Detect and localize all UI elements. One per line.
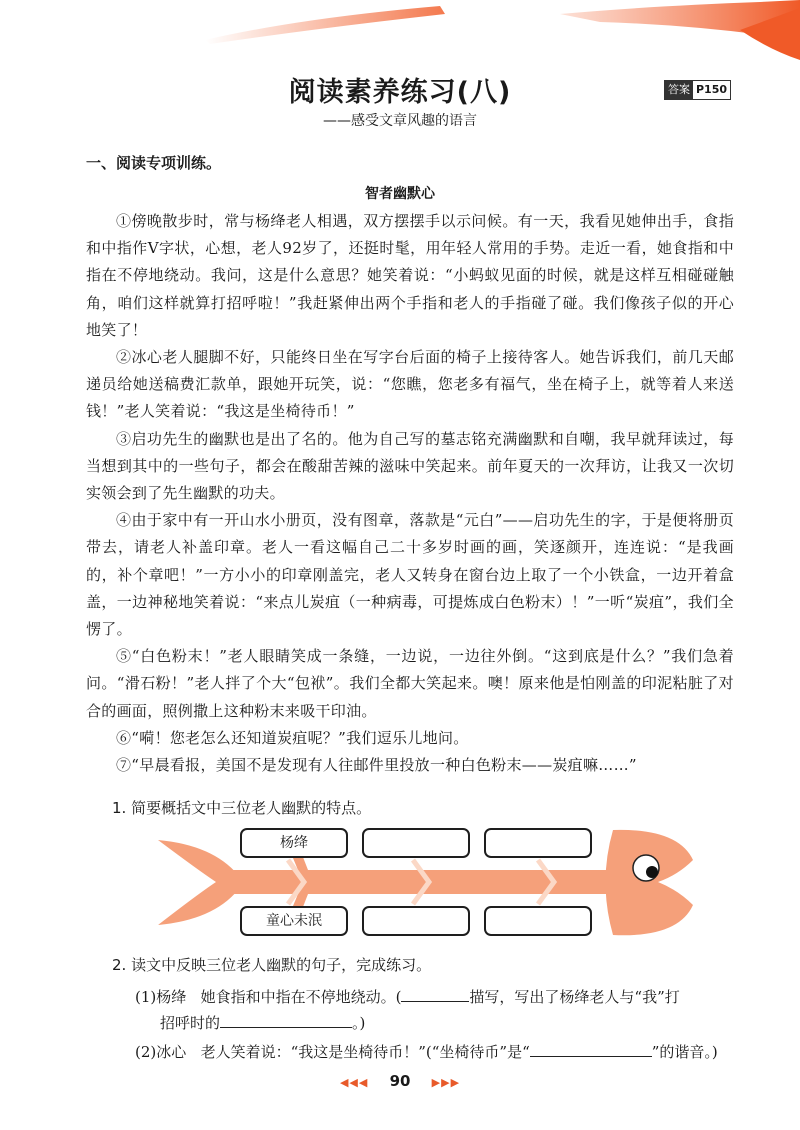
part-2-sentence: 老人笑着说：“我这是坐椅待币！”(“坐椅待币”是“ [200,1043,530,1061]
paragraph-6: ⑥“嗬！您老怎么还知道炭疽呢？”我们逗乐儿地问。 [116,728,469,747]
part-2-blank[interactable] [530,1038,652,1057]
part-1-line2-start: 招呼时的 [160,1014,221,1032]
paragraph-5: ⑤“白色粉末！”老人眼睛笑成一条缝，一边说，一边往外倒。“这到底是什么？”我们急着问。“滑石粉！”老人拌了个大“包袱”。我们全都大笑起来。噢！原来他是怕刚盖的印泥粘脏了对合的画面，照例撒上这种粉末来吸干印油。 [86,647,734,720]
left-arrows-icon: ◀◀◀ [339,1076,369,1089]
paragraph-7: ⑦“早晨看报，美国不是发现有人往邮件里投放一种白色粉末——炭疽嘛……” [116,756,637,775]
page-number: 90 [389,1072,411,1090]
right-arrows-icon: ▶▶▶ [431,1076,461,1089]
question-2-part-2 [135,1038,755,1065]
page-subtitle: ——感受文章风趣的语言 [323,113,477,129]
paragraph-1: ①傍晚散步时，常与杨绛老人相遇，双方摆摆手以示问候。有一天，我看见她伸出手，食指和中指作V字状，心想，老人92岁了，还挺时髦，用年轻人常用的手势。走近一看，她食指和中指在不停地绕动。我问，这是什么意思？她笑着说：“小蚂蚁见面的时候，就是这样互相碰碰触角，咱们这样就算打招呼啦！”我赶紧伸出两个手指和老人的手指碰了碰。我们像孩子似的开心地笑了！ [86,212,734,339]
question-2-part-1-line-2 [160,1009,780,1036]
part-1-sentence: 她食指和中指在不停地绕动。( [200,988,402,1006]
answer-box-top-3[interactable] [484,828,592,858]
answer-box-top-1[interactable]: 杨绛 [240,828,348,858]
paragraph-3: ③启功先生的幽默也是出了名的。他为自己写的墓志铭充满幽默和自嘲，我早就拜读过，每当想到其中的一些句子，都会在酸甜苦辣的滋味中笑起来。前年夏天的一次拜访，让我又一次切实领会到了先生幽默的功夫。 [86,429,734,503]
answer-box-bottom-3[interactable] [484,906,592,936]
paragraph-4: ④由于家中有一开山水小册页，没有图章，落款是“元白”——启功先生的字，于是便将册页带去，请老人补盖印章。老人一看这幅自己二十多岁时画的画，笑逐颜开，连连说：“是我画的，补个章吧！”一方小小的印章刚盖完，老人又转身在窗台边上取了一个小铁盒，一边开着盒盖，一边神秘地笑着说：“来点儿炭疽（一种病毒，可提炼成白色粉末）！”一听“炭疽”，我们全愣了。 [86,511,734,639]
answer-label: 答案 [665,81,693,99]
page-title: 阅读素养练习(八) [288,77,512,108]
part-1-blank-1[interactable] [401,983,469,1002]
fish-head [606,830,694,935]
part-1-label: (1)杨绛 [135,988,187,1006]
answer-box-top-2[interactable] [362,828,470,858]
question-2: 2. 读文中反映三位老人幽默的句子，完成练习。 [112,956,432,974]
part-1-end: 。) [352,1014,366,1032]
fishbone-diagram [158,820,698,945]
answer-box-bottom-2[interactable] [362,906,470,936]
answer-reference [664,80,731,100]
part-1-blank-2[interactable] [220,1009,352,1028]
question-2-part-1 [135,983,755,1010]
fish-tail [158,840,238,925]
article-title: 智者幽默心 [365,186,435,202]
part-1-after-blank: 描写，写出了杨绛老人与“我”打 [469,988,680,1006]
answer-page: P150 [696,83,728,96]
part-2-label: (2)冰心 [135,1043,187,1061]
part-2-end: ”的谐音。) [651,1043,718,1061]
question-1: 1. 简要概括文中三位老人幽默的特点。 [112,799,372,817]
section-heading: 一、阅读专项训练。 [86,154,222,172]
fish-pupil [646,866,658,878]
article-body [86,208,734,779]
page-footer [0,1072,800,1090]
answer-box-bottom-1[interactable]: 童心未泯 [240,906,348,936]
paragraph-2: ②冰心老人腿脚不好，只能终日坐在写字台后面的椅子上接待客人。她告诉我们，前几天邮递员给她送稿费汇款单，跟她开玩笑，说：“您瞧，您老多有福气，坐在椅子上，就等着人来送钱！”老人笑着说：“我这是坐椅待币！” [86,348,734,421]
